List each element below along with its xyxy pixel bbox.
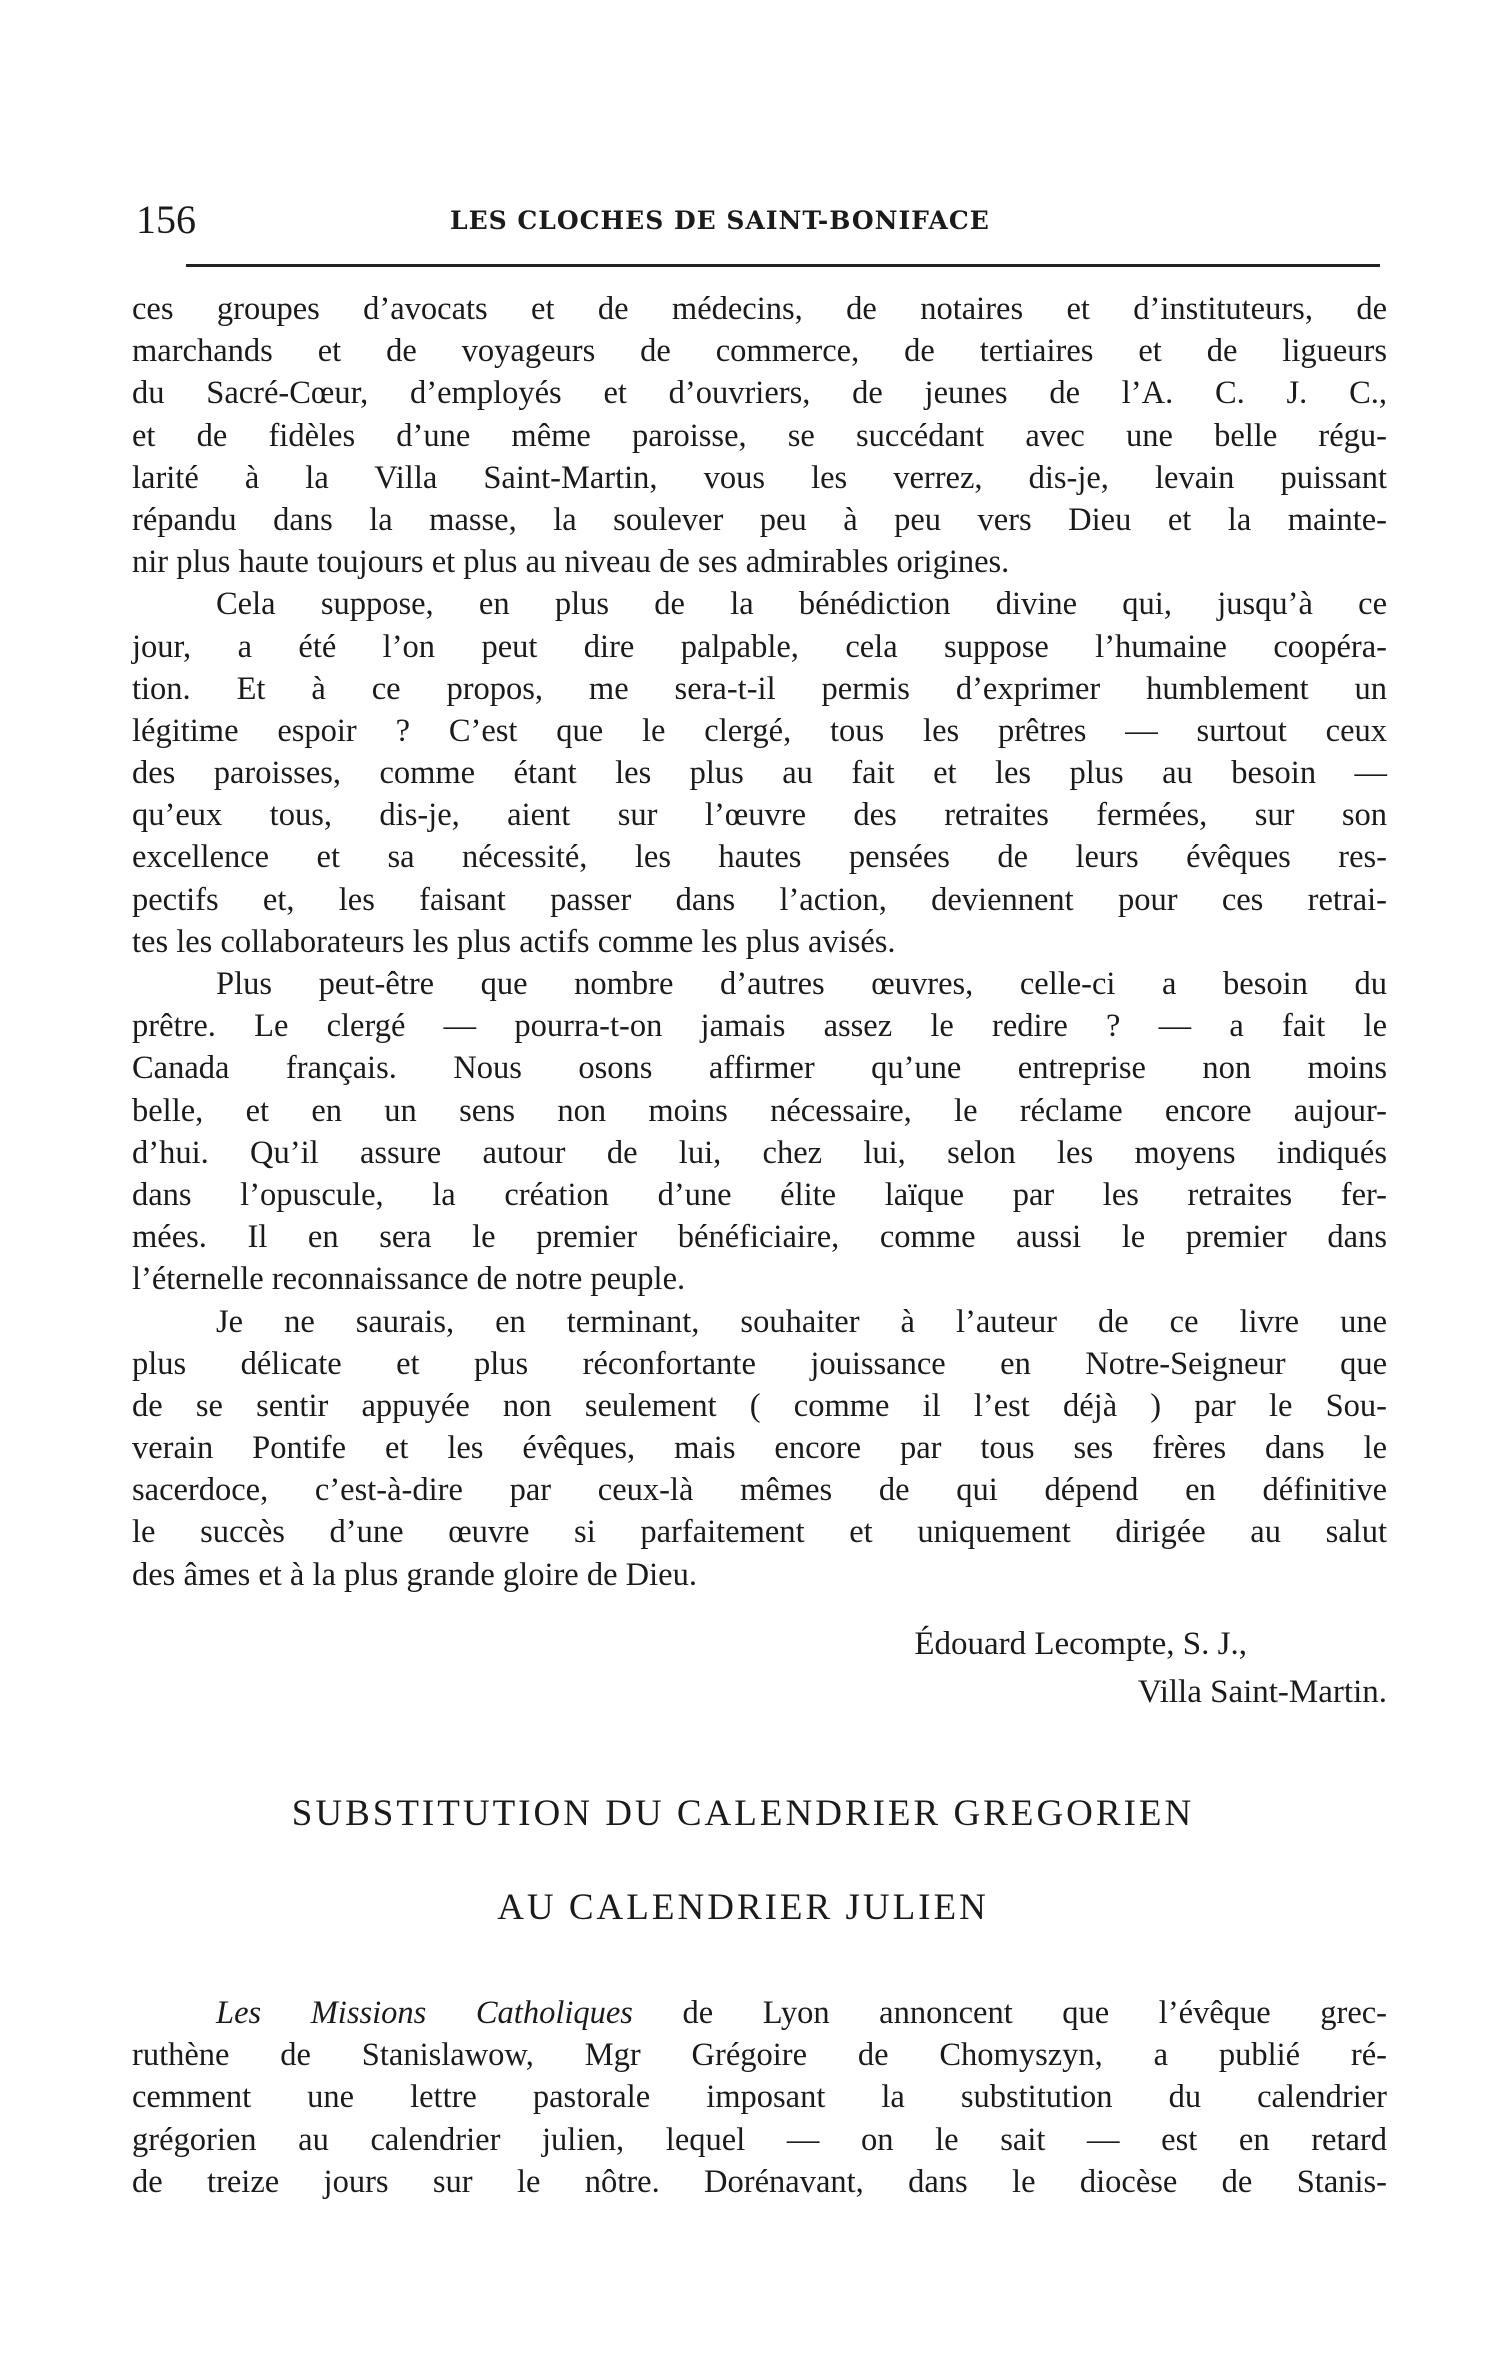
text-line: tion. Et à ce propos, me sera-t-il permis d’exprimer humblement un: [132, 670, 1387, 707]
text-line: grégorien au calendrier julien, lequel — on le sait — est en retard: [132, 2121, 1387, 2158]
text-line: dans l’opuscule, la création d’une élite laïque par les retraites fer-: [132, 1176, 1387, 1213]
text-line: d’hui. Qu’il assure autour de lui, chez lui, selon les moyens indiqués: [132, 1134, 1387, 1171]
text-line: cemment une lettre pastorale imposant la substitution du calendrier: [132, 2079, 1387, 2116]
text-line: nir plus haute toujours et plus au niveau de ses admirables origines.: [132, 544, 1010, 581]
text-line: marchands et de voyageurs de commerce, de tertiaires et de ligueurs: [132, 333, 1387, 370]
text-line: plus délicate et plus réconfortante jouissance en Notre-Seigneur que: [132, 1345, 1387, 1382]
text-line: répandu dans la masse, la soulever peu à peu vers Dieu et la mainte-: [132, 501, 1387, 538]
text-line: Plus peut-être que nombre d’autres œuvres, celle-ci a besoin du: [216, 966, 1387, 1002]
text-line: l’éternelle reconnaissance de notre peuple.: [132, 1261, 686, 1298]
text-line: légitime espoir ? C’est que le clergé, tous les prêtres — surtout ceux: [132, 712, 1387, 749]
text-line: qu’eux tous, dis-je, aient sur l’œuvre des retraites fermées, sur son: [132, 797, 1387, 834]
text-line: jour, a été l’on peut dire palpable, cela suppose l’humaine coopéra-: [132, 628, 1387, 665]
text-line: prêtre. Le clergé — pourra-t-on jamais assez le redire ? — a fait le: [132, 1008, 1387, 1045]
text-line: de se sentir appuyée non seulement ( comme il l’est déjà ) par le Sou-: [132, 1387, 1387, 1424]
text-line: du Sacré-Cœur, d’employés et d’ouvriers, de jeunes de l’A. C. J. C.,: [132, 375, 1387, 412]
text-line: belle, et en un sens non moins nécessaire, le réclame encore aujour-: [132, 1092, 1387, 1129]
text-line: et de fidèles d’une même paroisse, se succédant avec une belle régu-: [132, 417, 1387, 454]
text-line: mées. Il en sera le premier bénéficiaire, comme aussi le premier dans: [132, 1219, 1387, 1256]
header-rule: [186, 264, 1380, 267]
signature-place: Villa Saint-Martin.: [1137, 1674, 1387, 1710]
text-line: excellence et sa nécessité, les hautes pensées de leurs évêques res-: [132, 839, 1387, 876]
page-number: 156: [136, 197, 196, 242]
text-line: [132, 1992, 1387, 2034]
text-line: des paroisses, comme étant les plus au fait et les plus au besoin —: [132, 755, 1387, 792]
text-line: ruthène de Stanislawow, Mgr Grégoire de Chomyszyn, a publié ré-: [132, 2037, 1387, 2074]
page-header: [110, 190, 1400, 250]
signature-name: Édouard Lecompte, S. J.,: [914, 1626, 1247, 1662]
text-line: larité à la Villa Saint-Martin, vous les verrez, dis-je, levain puissant: [132, 459, 1387, 496]
text-line: sacerdoce, c’est-à-dire par ceux-là mêmes de qui dépend en définitive: [132, 1472, 1387, 1509]
section-title-line-2: AU CALENDRIER JULIEN: [497, 1887, 989, 1928]
text-line: Je ne saurais, en terminant, souhaiter à l’auteur de ce livre une: [216, 1303, 1387, 1340]
publication-title: Les Missions Catholiques: [216, 1995, 633, 2031]
text-line: ces groupes d’avocats et de médecins, de notaires et d’instituteurs, de: [132, 291, 1387, 327]
text-line: des âmes et à la plus grande gloire de Dieu.: [132, 1556, 697, 1593]
letter-body: [132, 288, 1387, 1596]
text-line: pectifs et, les faisant passer dans l’action, deviennent pour ces retrai-: [132, 881, 1387, 918]
text-line: Cela suppose, en plus de la bénédiction divine qui, jusqu’à ce: [216, 586, 1387, 623]
text-line: verain Pontife et les évêques, mais encore par tous ses frères dans le: [132, 1430, 1387, 1467]
article-body: [132, 1992, 1387, 2203]
section-title-line-1: SUBSTITUTION DU CALENDRIER GREGORIEN: [291, 1793, 1195, 1834]
text-line: Canada français. Nous osons affirmer qu’une entreprise non moins: [132, 1050, 1387, 1087]
text-fragment: de Lyon annoncent que l’évêque grec-: [632, 1995, 1388, 2031]
running-head: LES CLOCHES DE SAINT-BONIFACE: [450, 206, 990, 235]
text-line: de treize jours sur le nôtre. Dorénavant, dans le diocèse de Stanis-: [132, 2163, 1387, 2200]
text-line: le succès d’une œuvre si parfaitement et uniquement dirigée au salut: [132, 1514, 1387, 1551]
text-line: tes les collaborateurs les plus actifs comme les plus avisés.: [132, 923, 896, 960]
